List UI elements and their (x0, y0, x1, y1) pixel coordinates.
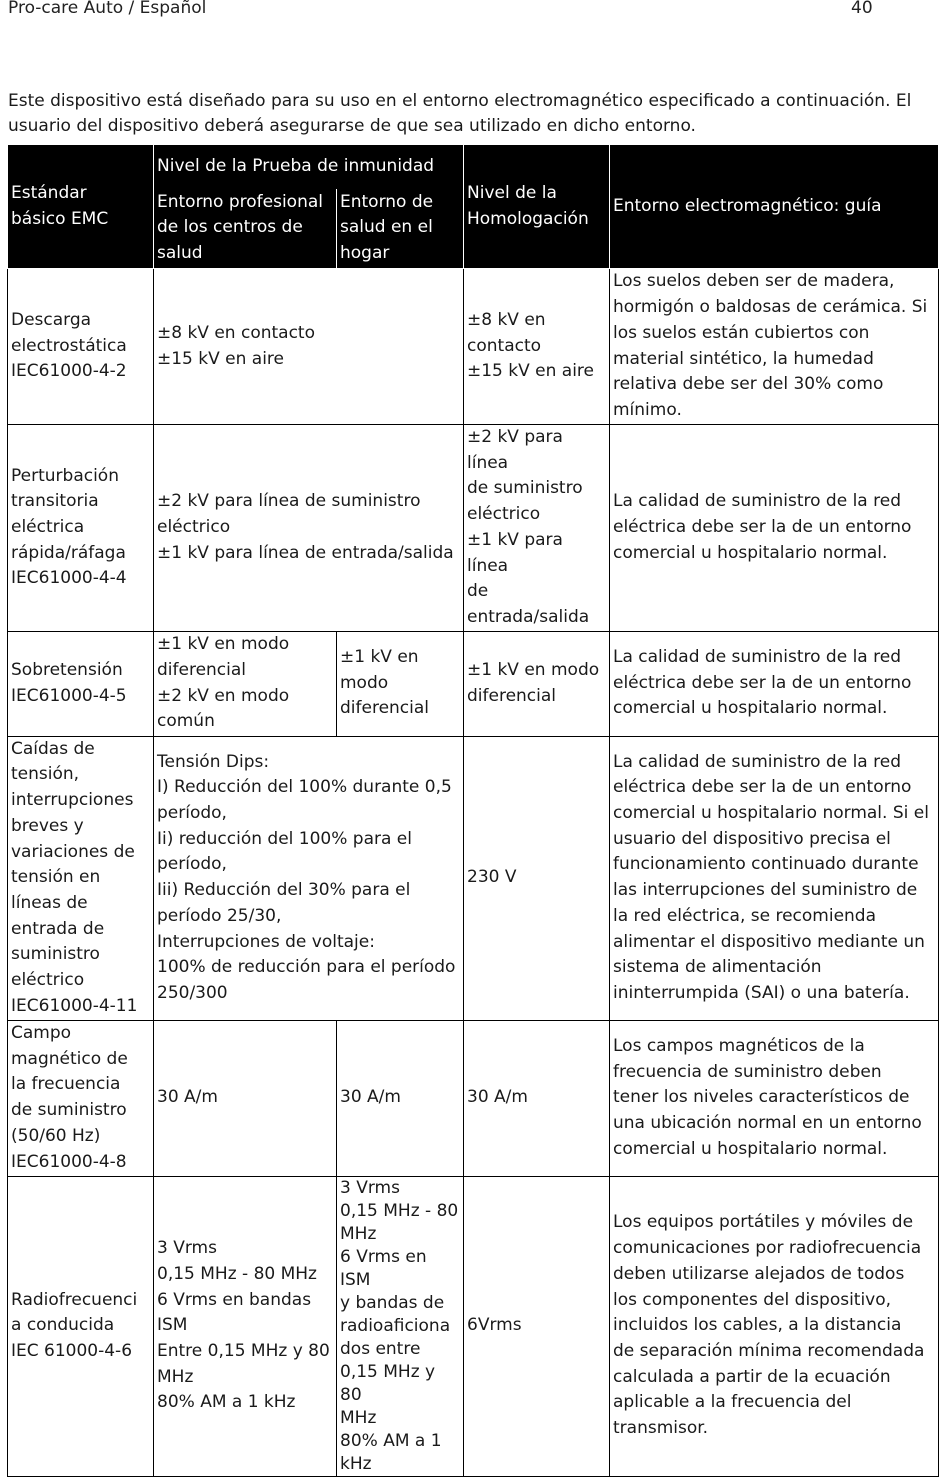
cell-professional: 3 Vrms 0,15 MHz - 80 MHz 6 Vrms en bandas ISM Entre 0,15 MHz y 80 MHz 80% AM a 1 kHz (154, 1176, 337, 1476)
document-title: Pro-care Auto / Español (8, 0, 207, 18)
cell-test-level: Tensión Dips: I) Reducción del 100% durante 0,5 período, Ii) reducción del 100% para el período, Iii) Reducción del 30% para el período 25/30, Interrupciones de voltaje: 100% de reducción para el período 250/300 (154, 736, 464, 1020)
table-row (8, 736, 939, 1020)
cell-home: 30 A/m (337, 1020, 464, 1176)
header-standard: Estándar básico EMC (8, 145, 154, 269)
header-test-level: Nivel de la Prueba de inmunidad (154, 145, 464, 189)
cell-compliance: ±1 kV en modo diferencial (464, 631, 610, 736)
page-header (8, 0, 942, 22)
cell-test-level: ±2 kV para línea de suministro eléctrico ±1 kV para línea de entrada/salida (154, 425, 464, 632)
header-compliance: Nivel de la Homologación (464, 145, 610, 269)
cell-test-level: ±8 kV en contacto ±15 kV en aire (154, 269, 464, 425)
cell-guidance: La calidad de suministro de la red eléctrica debe ser la de un entorno comercial u hospitalario normal. (610, 631, 939, 736)
intro-paragraph: Este dispositivo está diseñado para su uso en el entorno electromagnético especificado a continuación. El usuario del dispositivo deberá asegurarse de que sea utilizado en dicho entorno. (8, 91, 912, 136)
cell-guidance: Los campos magnéticos de la frecuencia de suministro deben tener los niveles característicos de una ubicación normal en un entorno comercial u hospitalario normal. (610, 1020, 939, 1176)
table-row (8, 269, 939, 425)
cell-professional: ±1 kV en modo diferencial ±2 kV en modo común (154, 631, 337, 736)
cell-standard: Campo magnético de la frecuencia de suministro (50/60 Hz) IEC61000-4-8 (8, 1020, 154, 1176)
cell-guidance: La calidad de suministro de la red eléctrica debe ser la de un entorno comercial u hospitalario normal. Si el usuario del dispositivo precisa el funcionamiento continuado durante las interrupciones del suministro de la red eléctrica, se recomienda alimentar el dispositivo mediante un sistema de alimentación ininterrumpida (SAI) o una batería. (610, 736, 939, 1020)
header-professional: Entorno profesional de los centros de salud (154, 189, 337, 269)
cell-compliance: ±2 kV para línea de suministro eléctrico ±1 kV para línea de entrada/salida (464, 425, 610, 632)
cell-home: 3 Vrms 0,15 MHz - 80 MHz 6 Vrms en ISM y bandas de radioaficiona dos entre 0,15 MHz y 80 MHz 80% AM a 1 kHz (337, 1176, 464, 1476)
cell-guidance: La calidad de suministro de la red eléctrica debe ser la de un entorno comercial u hospitalario normal. (610, 425, 939, 632)
cell-standard: Radiofrecuenci a conducida IEC 61000-4-6 (8, 1176, 154, 1476)
cell-compliance: 6Vrms (464, 1176, 610, 1476)
emc-immunity-table (7, 144, 939, 1477)
cell-standard: Sobretensión IEC61000-4-5 (8, 631, 154, 736)
header-guidance: Entorno electromagnético: guía (610, 145, 939, 269)
cell-compliance: 30 A/m (464, 1020, 610, 1176)
cell-compliance: 230 V (464, 736, 610, 1020)
table-row (8, 1176, 939, 1476)
cell-professional: 30 A/m (154, 1020, 337, 1176)
cell-standard: Caídas de tensión, interrupciones breves y variaciones de tensión en líneas de entrada de suministro eléctrico IEC61000-4-11 (8, 736, 154, 1020)
cell-standard: Descarga electrostática IEC61000-4-2 (8, 269, 154, 425)
cell-guidance: Los suelos deben ser de madera, hormigón o baldosas de cerámica. Si los suelos están cubiertos con material sintético, la humedad relativa debe ser del 30% como mínimo. (610, 269, 939, 425)
table-row (8, 425, 939, 632)
cell-standard: Perturbación transitoria eléctrica rápida/ráfaga IEC61000-4-4 (8, 425, 154, 632)
header-home: Entorno de salud en el hogar (337, 189, 464, 269)
cell-guidance: Los equipos portátiles y móviles de comunicaciones por radiofrecuencia deben utilizarse alejados de todos los componentes del dispositivo, incluidos los cables, a la distancia de separación mínima recomendada calculada a partir de la ecuación aplicable a la frecuencia del transmisor. (610, 1176, 939, 1476)
page-number: 40 (851, 0, 873, 18)
cell-compliance: ±8 kV en contacto ±15 kV en aire (464, 269, 610, 425)
table-row (8, 1020, 939, 1176)
table-row (8, 631, 939, 736)
cell-home: ±1 kV en modo diferencial (337, 631, 464, 736)
